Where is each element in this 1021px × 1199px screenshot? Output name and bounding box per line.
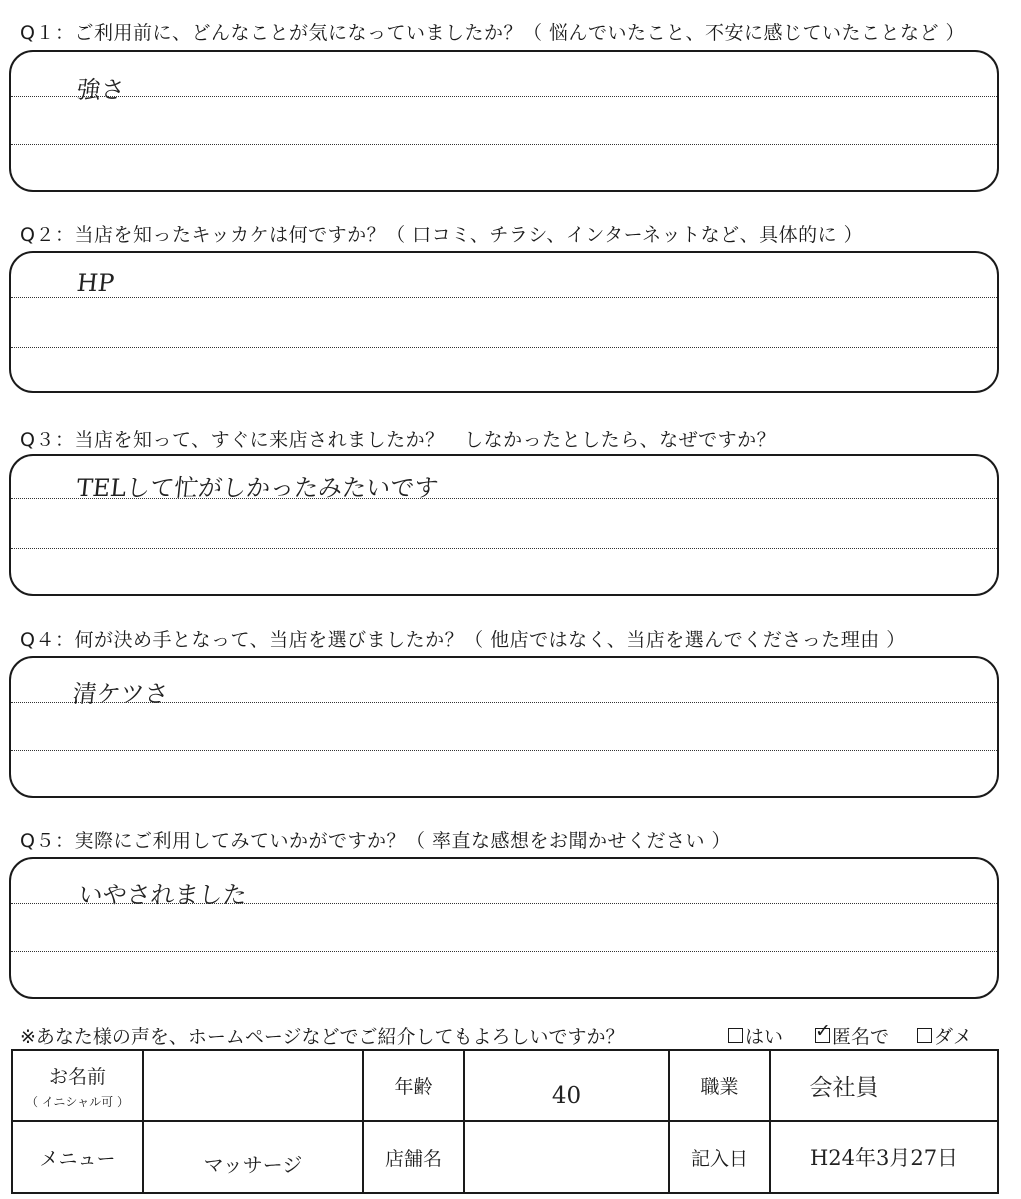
question-3-label: Q３：当店を知って、すぐに来店されましたか？ しなかったとしたら、なぜですか？ <box>20 429 777 451</box>
answer-box-3[interactable] <box>9 454 999 596</box>
answer-4-text: 清ケツさ <box>71 680 170 708</box>
job-field[interactable] <box>770 1050 998 1121</box>
answer-line <box>11 548 997 549</box>
answer-box-1[interactable] <box>9 50 999 192</box>
name-field[interactable] <box>143 1050 363 1121</box>
consent-option-yes[interactable]: はい <box>728 1022 783 1049</box>
question-4-label: Q４：何が決め手となって、当店を選びましたか？（ 他店ではなく、当店を選んでくださった理由 ） <box>20 629 906 651</box>
question-2-label: Q２：当店を知ったキッカケは何ですか？（ 口コミ、チラシ、インターネットなど、具体的に ） <box>20 224 864 246</box>
info-table <box>11 1049 999 1194</box>
name-label-cell <box>12 1050 143 1121</box>
menu-value: マッサージ <box>203 1152 303 1177</box>
answer-box-4[interactable] <box>9 656 999 798</box>
answer-line <box>11 297 997 298</box>
checkbox-checked-icon[interactable] <box>815 1028 830 1043</box>
consent-question: ※あなた様の声を、ホームページなどでご紹介してもよろしいですか？ <box>20 1026 625 1048</box>
answer-box-5[interactable] <box>9 857 999 999</box>
store-field[interactable] <box>464 1121 669 1193</box>
job-value: 会社員 <box>809 1075 879 1101</box>
answer-line <box>11 951 997 952</box>
answer-line <box>11 96 997 97</box>
answer-line <box>11 347 997 348</box>
name-sub-label: （ イニシャル可 ） <box>26 1094 129 1109</box>
menu-label: メニュー <box>12 1121 143 1193</box>
consent-option-anonymous[interactable]: ✓ 匿名で <box>815 1022 889 1049</box>
answer-1-text: 強さ <box>75 76 127 104</box>
age-field[interactable] <box>464 1050 669 1121</box>
name-label: お名前 <box>48 1065 106 1088</box>
age-value: 40 <box>551 1082 582 1109</box>
store-label: 店舗名 <box>363 1121 464 1193</box>
answer-3-text: TELして忙がしかったみたいです <box>75 474 440 502</box>
menu-field[interactable] <box>143 1121 363 1193</box>
job-label: 職業 <box>669 1050 770 1121</box>
date-label: 記入日 <box>669 1121 770 1193</box>
answer-2-text: HP <box>75 269 116 297</box>
answer-5-text: いやされました <box>77 881 249 909</box>
age-label: 年齢 <box>363 1050 464 1121</box>
checkbox-icon[interactable] <box>917 1028 932 1043</box>
answer-box-2[interactable] <box>9 251 999 393</box>
consent-option-no[interactable]: ダメ <box>917 1022 972 1049</box>
answer-line <box>11 144 997 145</box>
date-value: H24年3月27日 <box>809 1146 959 1170</box>
answer-line <box>11 750 997 751</box>
checkbox-icon[interactable] <box>728 1028 743 1043</box>
question-5-label: Q５：実際にご利用してみていかがですか？（ 率直な感想をお聞かせください ） <box>20 830 732 852</box>
date-field[interactable] <box>770 1121 998 1193</box>
question-1-label: Q１：ご利用前に、どんなことが気になっていましたか？（ 悩んでいたこと、不安に感じていたことなど ） <box>20 22 966 44</box>
